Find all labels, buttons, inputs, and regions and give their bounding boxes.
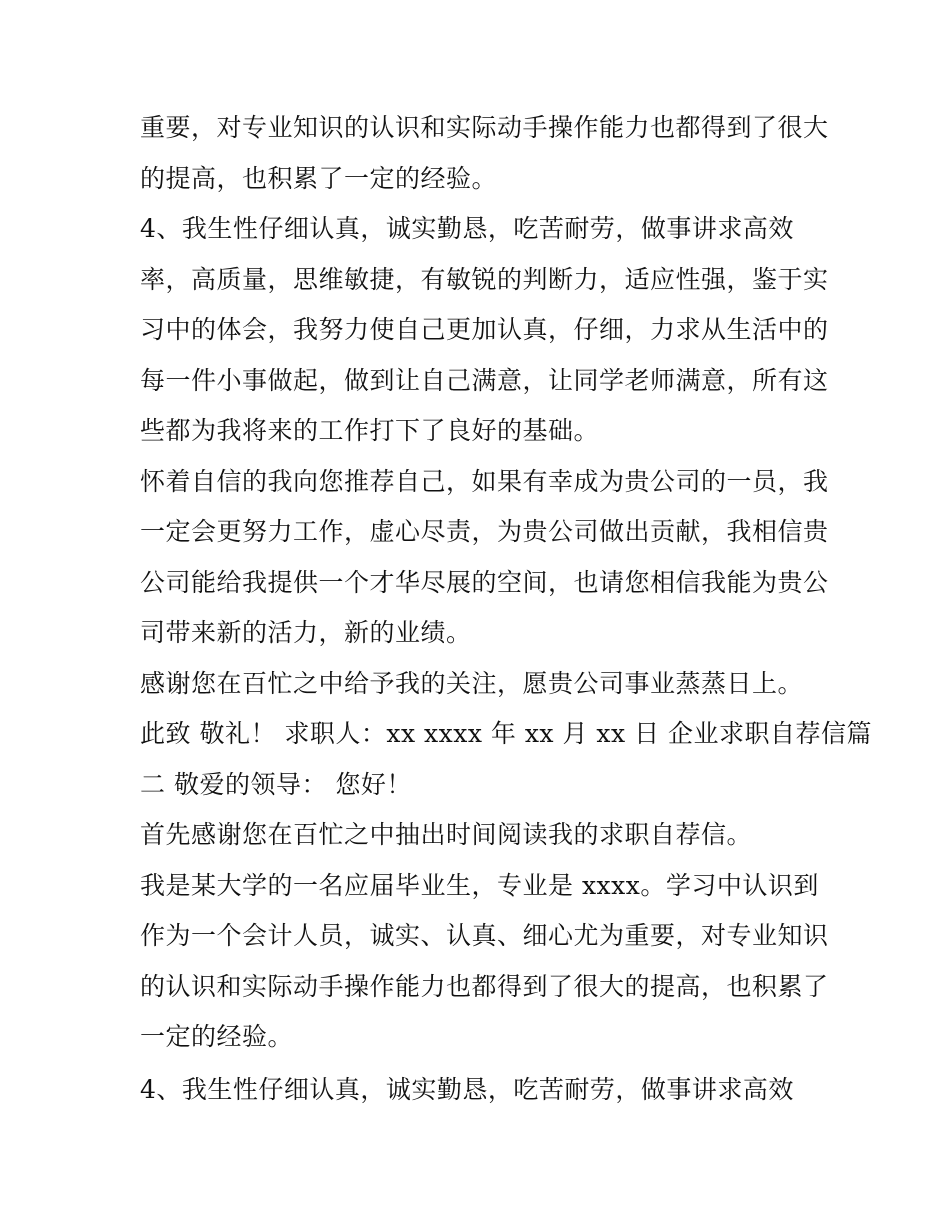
text-line: 司带来新的活力，新的业绩。 [140,618,472,647]
text-line: 4、我生性仔细认真，诚实勤恳，吃苦耐劳，做事讲求高效 [140,1075,794,1104]
text-line: 习中的体会，我努力使自己更加认真，仔细，力求从生活中的 [140,315,829,344]
text-line: 此致 敬礼！ 求职人：xx xxxx 年 xx 月 xx 日 企业求职自荐信篇 [140,719,873,748]
text-line: 一定的经验。 [140,1022,294,1051]
text-line: 首先感谢您在百忙之中抽出时间阅读我的求职自荐信。 [140,820,753,849]
text-line: 公司能给我提供一个才华尽展的空间，也请您相信我能为贵公 [140,568,829,597]
text-line: 怀着自信的我向您推荐自己，如果有幸成为贵公司的一员，我 [140,467,829,496]
text-line: 些都为我将来的工作打下了良好的基础。 [140,416,600,445]
text-line: 率，高质量，思维敏捷，有敏锐的判断力，适应性强，鉴于实 [140,265,829,294]
text-line: 的认识和实际动手操作能力也都得到了很大的提高，也积累了 [140,972,829,1001]
text-line: 我是某大学的一名应届毕业生，专业是 xxxx。学习中认识到 [140,871,819,900]
text-line: 每一件小事做起，做到让自己满意，让同学老师满意，所有这 [140,366,829,395]
text-line: 重要，对专业知识的认识和实际动手操作能力也都得到了很大 [140,113,829,142]
text-line: 一定会更努力工作，虚心尽责，为贵公司做出贡献，我相信贵 [140,517,829,546]
text-line: 作为一个会计人员，诚实、认真、细心尤为重要，对专业知识 [140,921,829,950]
text-line: 的提高，也积累了一定的经验。 [140,164,498,193]
text-line: 感谢您在百忙之中给予我的关注，愿贵公司事业蒸蒸日上。 [140,669,804,698]
text-line: 二 敬爱的领导： 您好！ [140,770,412,799]
text-line: 4、我生性仔细认真，诚实勤恳，吃苦耐劳，做事讲求高效 [140,214,794,243]
